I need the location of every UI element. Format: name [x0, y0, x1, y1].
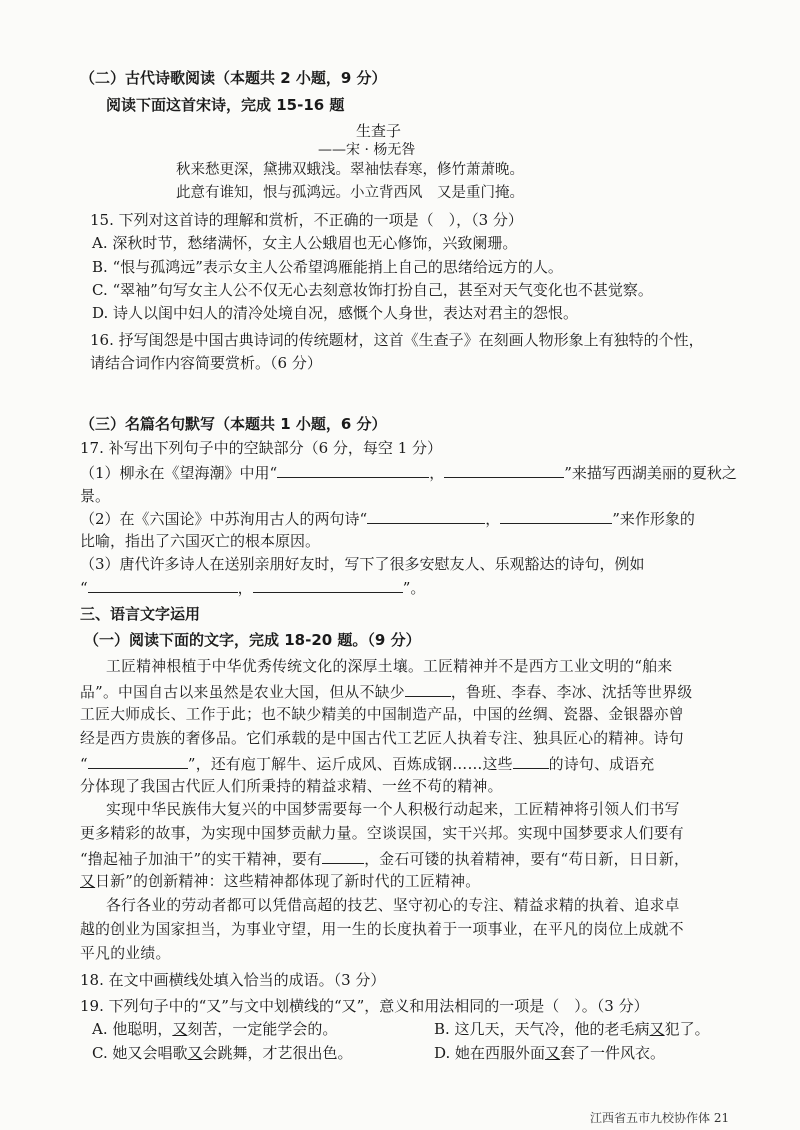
passage-p1-l4: 经是西方贵族的奢侈品。它们承载的是中国古代工艺匠人执着专注、独具匠心的精神。诗句 [80, 730, 684, 747]
passage-p3-l2: 越的创业为国家担当，为事业守望，用一生的长度执着于一项事业，在平凡的岗位上成就不 [80, 921, 684, 938]
passage-p1-l1: 工匠精神根植于中华优秀传统文化的深厚土壤。工匠精神并不是西方工业文明的“舶来 [106, 658, 673, 675]
poem-line-2: 此意有谁知，恨与孤鸿远。小立背西风 又是重门掩。 [176, 185, 524, 201]
passage-p1-l3: 工匠大师成长、工作于此；也不缺少精美的中国制造产品，中国的丝绸、瓷器、金银器亦曾 [80, 706, 684, 723]
question-19-stem: 19. 下列句子中的“又”与文中划横线的“又”，意义和用法相同的一项是（ ）。（3 分） [80, 997, 649, 1015]
question-19-option-b: B. 这几天，天气冷，他的老毛病又犯了。 [434, 1020, 710, 1038]
question-19-option-c: C. 她又会唱歌又会跳舞，才艺很出色。 [92, 1044, 353, 1062]
poetry-instruction: 阅读下面这首宋诗，完成 15-16 题 [106, 96, 345, 114]
passage-p3-l1: 各行各业的劳动者都可以凭借高超的技艺、坚守初心的专注、精益求精的执着、追求卓 [106, 897, 680, 914]
language-section-title: 三、语言文字运用 [80, 605, 201, 623]
passage-blank[interactable] [405, 681, 451, 697]
answer-blank[interactable] [500, 508, 612, 524]
answer-blank[interactable] [444, 462, 564, 478]
question-15-option-d: D. 诗人以闺中妇人的清冷处境自况，感慨个人身世，表达对君主的怨恨。 [92, 304, 579, 322]
question-16-line-2: 请结合词作内容简要赏析。（6 分） [90, 354, 322, 372]
passage-p3-l3: 平凡的业绩。 [80, 945, 171, 962]
answer-blank[interactable] [367, 508, 485, 524]
question-15-option-c: C. “翠袖”句写女主人公不仅无心去刻意妆饰打扮自己，甚至对天气变化也不甚觉察。 [92, 281, 653, 299]
answer-blank[interactable] [88, 577, 238, 593]
passage-p1-l6: 分体现了我国古代匠人们所秉持的精益求精、一丝不苟的精神。 [80, 778, 503, 795]
poetry-section-title: （二）古代诗歌阅读（本题共 2 小题，9 分） [80, 69, 387, 87]
dictation-item-3-cont: “ ， ”。 [80, 579, 426, 597]
question-17-stem: 17. 补写出下列句子中的空缺部分（6 分，每空 1 分） [80, 439, 443, 457]
answer-blank[interactable] [277, 462, 429, 478]
passage-p2-l3: “撸起袖子加油干”的实干精神，要有 ，金石可镂的执着精神，要有“苟日新，日日新， [80, 848, 689, 870]
dictation-item-2: （2）在《六国论》中苏洵用古人的两句诗“ ， ”来作形象的 [80, 510, 695, 528]
passage-blank[interactable] [88, 753, 188, 769]
question-19-option-a: A. 他聪明，又刻苦，一定能学会的。 [92, 1020, 338, 1038]
poem-title: 生查子 [356, 122, 402, 140]
question-15-option-b: B. “恨与孤鸿远”表示女主人公希望鸿雁能捎上自己的思绪给远方的人。 [92, 258, 563, 276]
dictation-item-1: （1）柳永在《望海潮》中用“ ， ”来描写西湖美丽的夏秋之 [80, 464, 737, 482]
poem-author: ——宋 · 杨无咎 [318, 142, 416, 158]
question-18: 18. 在文中画横线处填入恰当的成语。（3 分） [80, 971, 386, 989]
dictation-item-3: （3）唐代许多诗人在送别亲朋好友时，写下了很多安慰友人、乐观豁达的诗句，例如 [80, 555, 645, 573]
answer-blank[interactable] [253, 577, 403, 593]
question-19-option-d: D. 她在西服外面又套了一件风衣。 [434, 1044, 666, 1062]
dictation-item-2-cont: 比喻，指出了六国灭亡的根本原因。 [80, 532, 321, 550]
question-16-line-1: 16. 抒写闺怨是中国古典诗词的传统题材，这首《生查子》在刻画人物形象上有独特的个性， [90, 331, 704, 349]
poem-line-1: 秋来愁更深，黛拂双蛾浅。翠袖怯春寒，修竹萧萧晚。 [176, 162, 524, 178]
passage-p1-l2: 品”。中国自古以来虽然是农业大国，但从不缺少 ，鲁班、李春、李冰、沈括等世界级 [80, 681, 692, 703]
passage-p2-l2: 更多精彩的故事，为实现中国梦贡献力量。空谈误国，实干兴邦。实现中国梦要求人们要有 [80, 825, 684, 842]
page-footer: 江西省五市九校协作体 21 [590, 1111, 730, 1125]
dictation-section-title: （三）名篇名句默写（本题共 1 小题，6 分） [80, 415, 387, 433]
language-sub-title: （一）阅读下面的文字，完成 18-20 题。（9 分） [84, 631, 421, 649]
passage-p1-l5: “ ”，还有庖丁解牛、运斤成风、百炼成钢……这些 的诗句、成语充 [80, 753, 654, 775]
passage-blank[interactable] [322, 848, 364, 864]
passage-p2-l1: 实现中华民族伟大复兴的中国梦需要每一个人积极行动起来，工匠精神将引领人们书写 [106, 801, 680, 818]
question-15-option-a: A. 深秋时节，愁绪满怀，女主人公蛾眉也无心修饰，兴致阑珊。 [92, 234, 518, 252]
passage-blank[interactable] [513, 753, 549, 769]
passage-p2-l4: 又日新”的创新精神：这些精神都体现了新时代的工匠精神。 [80, 873, 481, 890]
dictation-item-1-cont: 景。 [80, 487, 111, 505]
underlined-you: 又 [80, 873, 96, 890]
question-15-stem: 15. 下列对这首诗的理解和赏析，不正确的一项是（ ），（3 分） [90, 211, 523, 229]
